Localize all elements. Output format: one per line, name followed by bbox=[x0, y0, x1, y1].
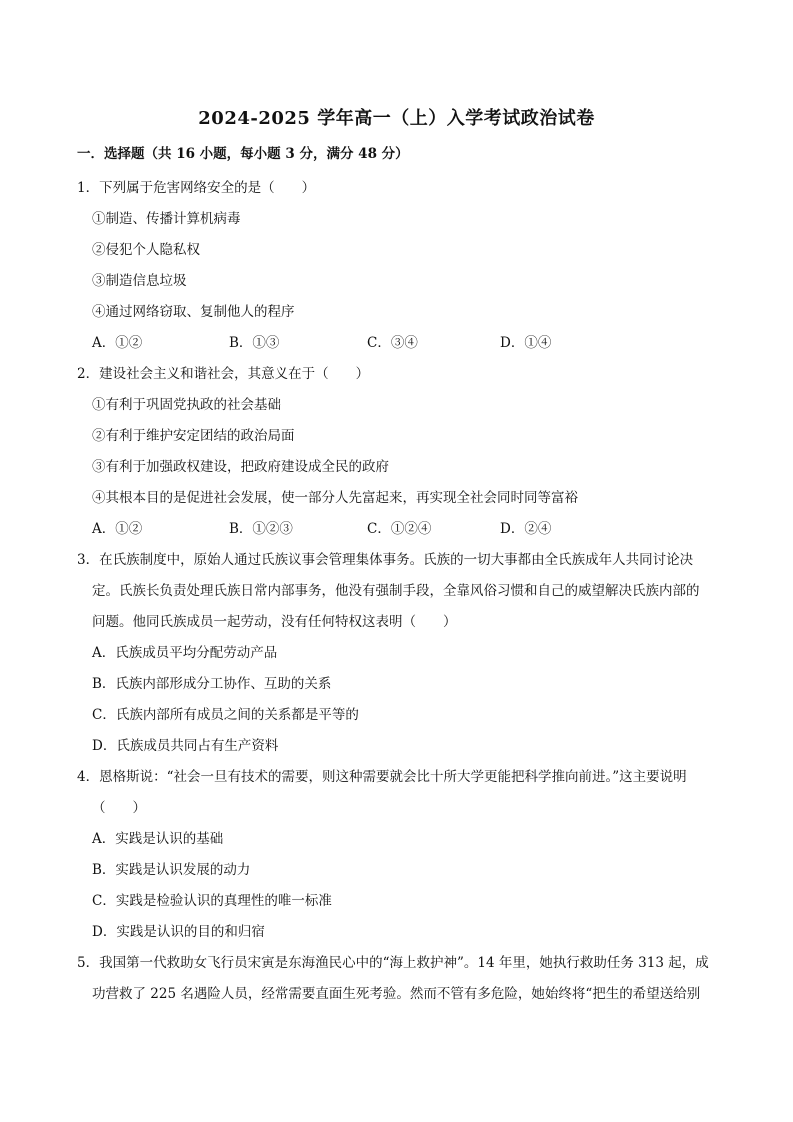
question-5-stem-line-2: 功营救了 225 名遇险人员，经常需要直面生死考验。然而不管有多危险，她始终将“把生的希望送给别 bbox=[92, 986, 701, 1002]
exam-title: 2024-2025 学年高一（上）入学考试政治试卷 bbox=[198, 108, 595, 129]
question-1-choice-a[interactable]: A．①② bbox=[92, 335, 143, 351]
question-1-item-1: ①制造、传播计算机病毒 bbox=[92, 211, 241, 227]
question-2-item-3: ③有利于加强政权建设，把政府建设成全民的政府 bbox=[92, 459, 389, 475]
question-2-stem: 2．建设社会主义和谐社会，其意义在于（ ） bbox=[77, 366, 370, 382]
question-1-choice-c[interactable]: C．③④ bbox=[367, 335, 418, 351]
question-4-option-a[interactable]: A．实践是认识的基础 bbox=[92, 831, 224, 847]
question-1-item-4: ④通过网络窃取、复制他人的程序 bbox=[92, 304, 295, 320]
question-3-option-b[interactable]: B．氏族内部形成分工协作、互助的关系 bbox=[92, 676, 332, 692]
question-1-item-3: ③制造信息垃圾 bbox=[92, 273, 187, 289]
question-4-stem-line-2: （ ） bbox=[92, 800, 146, 816]
question-3-option-a[interactable]: A．氏族成员平均分配劳动产品 bbox=[92, 645, 278, 661]
question-3-stem-line-3: 问题。他同氏族成员一起劳动，没有任何特权这表明（ ） bbox=[92, 614, 457, 630]
question-3-option-c[interactable]: C．氏族内部所有成员之间的关系都是平等的 bbox=[92, 707, 359, 723]
question-3-stem-line-2: 定。氏族长负责处理氏族日常内部事务，他没有强制手段，全靠风俗习惯和自己的威望解决氏族内部的 bbox=[92, 583, 700, 599]
question-4-stem-line-1: 4．恩格斯说：“社会一旦有技术的需要，则这种需要就会比十所大学更能把科学推向前进。”这主要说明 bbox=[77, 769, 687, 785]
question-4-option-c[interactable]: C．实践是检验认识的真理性的唯一标准 bbox=[92, 893, 332, 909]
question-2-item-4: ④其根本目的是促进社会发展，使一部分人先富起来，再实现全社会同时同等富裕 bbox=[92, 490, 578, 506]
question-3-stem-line-1: 3．在氏族制度中，原始人通过氏族议事会管理集体事务。氏族的一切大事都由全氏族成年人共同讨论决 bbox=[77, 552, 694, 568]
question-2-choice-b[interactable]: B．①②③ bbox=[229, 521, 293, 537]
question-1-item-2: ②侵犯个人隐私权 bbox=[92, 242, 200, 258]
question-2-item-2: ②有利于维护安定团结的政治局面 bbox=[92, 428, 295, 444]
question-3-option-d[interactable]: D．氏族成员共同占有生产资料 bbox=[92, 738, 279, 754]
question-2-choice-c[interactable]: C．①②④ bbox=[367, 521, 432, 537]
question-4-option-d[interactable]: D．实践是认识的目的和归宿 bbox=[92, 924, 265, 940]
question-2-item-1: ①有利于巩固党执政的社会基础 bbox=[92, 397, 281, 413]
section-heading: 一．选择题（共 16 小题，每小题 3 分，满分 48 分） bbox=[77, 146, 409, 162]
question-5-stem-line-1: 5．我国第一代救助女飞行员宋寅是东海渔民心中的“海上救护神”。14 年里，她执行救助任务 313 起，成 bbox=[77, 955, 709, 971]
question-2-choice-a[interactable]: A．①② bbox=[92, 521, 143, 537]
question-2-choice-d[interactable]: D．②④ bbox=[500, 521, 552, 537]
question-1-choice-d[interactable]: D．①④ bbox=[500, 335, 552, 351]
question-4-option-b[interactable]: B．实践是认识发展的动力 bbox=[92, 862, 251, 878]
question-1-stem: 1．下列属于危害网络安全的是（ ） bbox=[77, 180, 316, 196]
question-1-choice-b[interactable]: B．①③ bbox=[229, 335, 280, 351]
